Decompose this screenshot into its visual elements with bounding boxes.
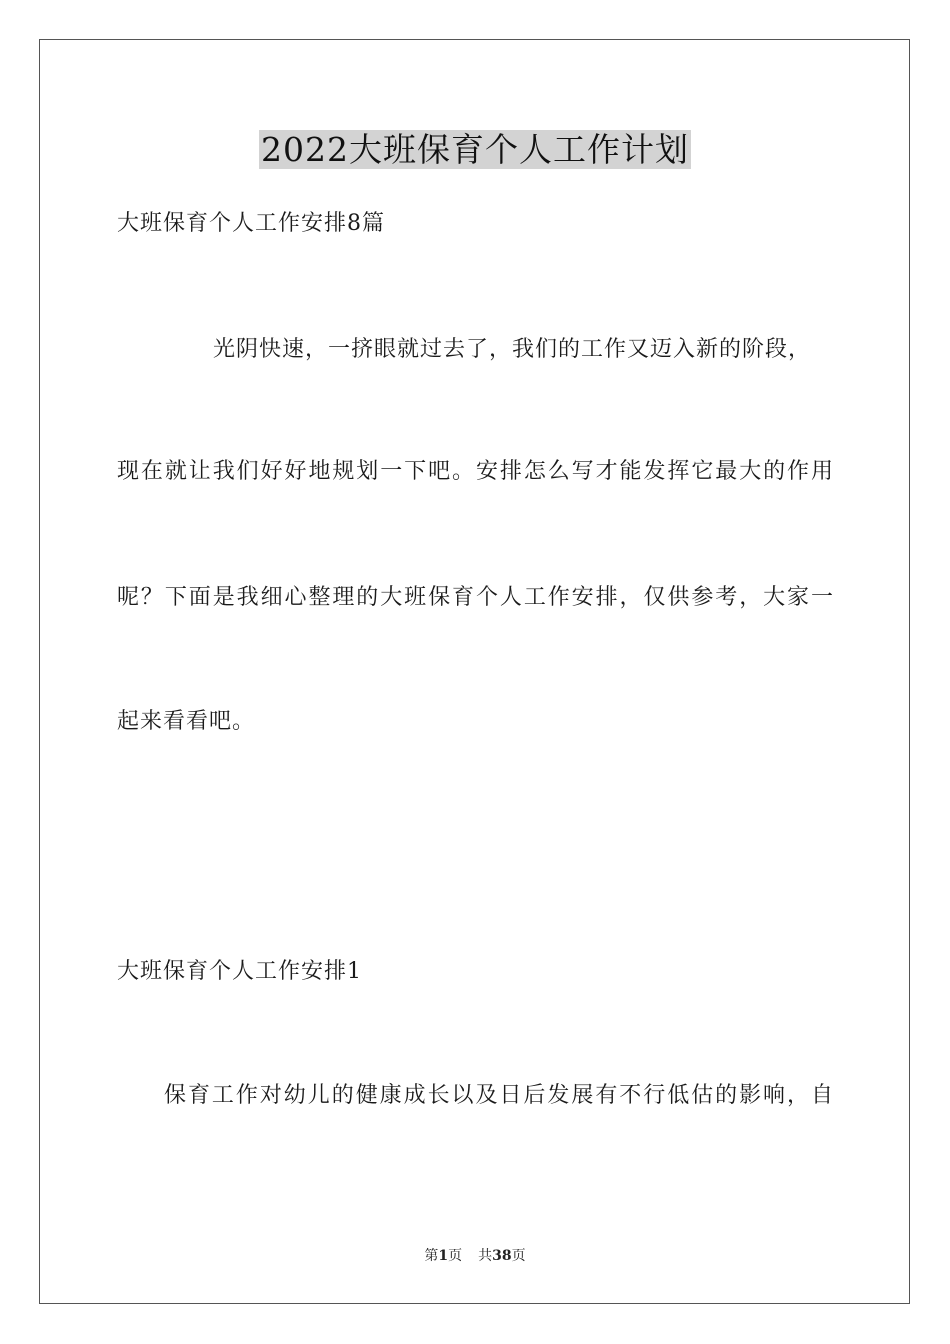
- footer-total-suffix: 页: [511, 1248, 526, 1264]
- footer-total-prefix: 共: [478, 1248, 493, 1264]
- document-subtitle: 大班保育个人工作安排8篇: [117, 211, 385, 236]
- footer-page-suffix: 页: [448, 1248, 463, 1264]
- intro-paragraph-line: 起来看看吧。: [117, 709, 256, 734]
- footer-page-number: 1: [438, 1248, 449, 1264]
- footer-page-prefix: 第: [424, 1248, 439, 1264]
- intro-paragraph-line: 现在就让我们好好地规划一下吧。安排怎么写才能发挥它最大的作用: [117, 459, 833, 484]
- section-heading: 大班保育个人工作安排1: [117, 959, 362, 984]
- footer-total-pages: 38: [492, 1248, 512, 1264]
- intro-paragraph-line: 呢？下面是我细心整理的大班保育个人工作安排，仅供参考，大家一: [117, 585, 833, 610]
- section-paragraph-line: 保育工作对幼儿的健康成长以及日后发展有不行低估的影响，自: [164, 1083, 833, 1108]
- page-footer: [0, 1247, 950, 1265]
- document-title-text: 2022大班保育个人工作计划: [261, 130, 689, 169]
- intro-paragraph-line: 光阴快速，一挤眼就过去了，我们的工作又迈入新的阶段，: [213, 337, 812, 362]
- document-title: [0, 128, 950, 172]
